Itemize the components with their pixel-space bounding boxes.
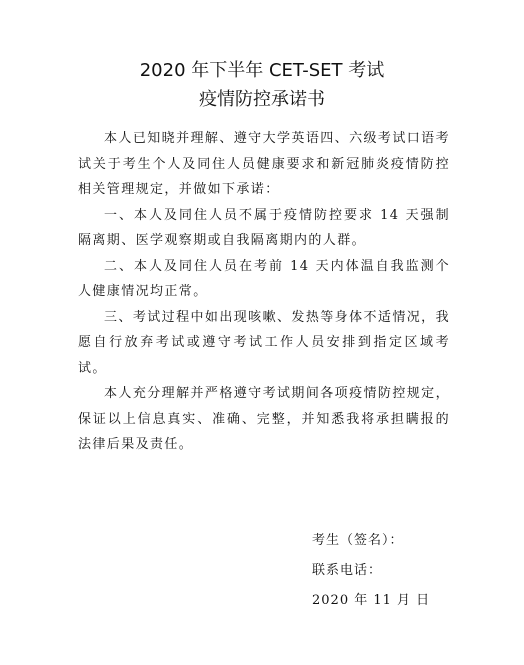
paragraph-pledge-3: 三、考试过程中如出现咳嗽、发热等身体不适情况，我愿自行放弃考试或遵守考试工作人员安排到指定区域考试。 [78,309,450,376]
date-line: 2020 年 11 月 日 [312,593,431,608]
paragraph-intro: 本人已知晓并理解、遵守大学英语四、六级考试口语考试关于考生个人及同住人员健康要求和新冠肺炎疫情防控相关管理规定，并做如下承诺： [78,131,450,197]
contact-phone-label: 联系电话： [312,563,383,578]
examinee-signature-label: 考生（签名）： [312,533,404,548]
paragraph-pledge-1: 一、本人及同住人员不属于疫情防控要求 14 天强制隔离期、医学观察期或自我隔离期内的人群。 [78,207,450,248]
paragraph-pledge-2: 二、本人及同住人员在考前 14 天内体温自我监测个人健康情况均正常。 [78,258,450,299]
paragraph-closing: 本人充分理解并严格遵守考试期间各项疫情防控规定，保证以上信息真实、准确、完整，并知悉我将承担瞒报的法律后果及责任。 [78,386,450,452]
document-body [78,126,450,458]
document-title: 2020 年下半年 CET-SET 考试 [139,60,385,81]
document-subtitle: 疫情防控承诺书 [199,89,325,110]
